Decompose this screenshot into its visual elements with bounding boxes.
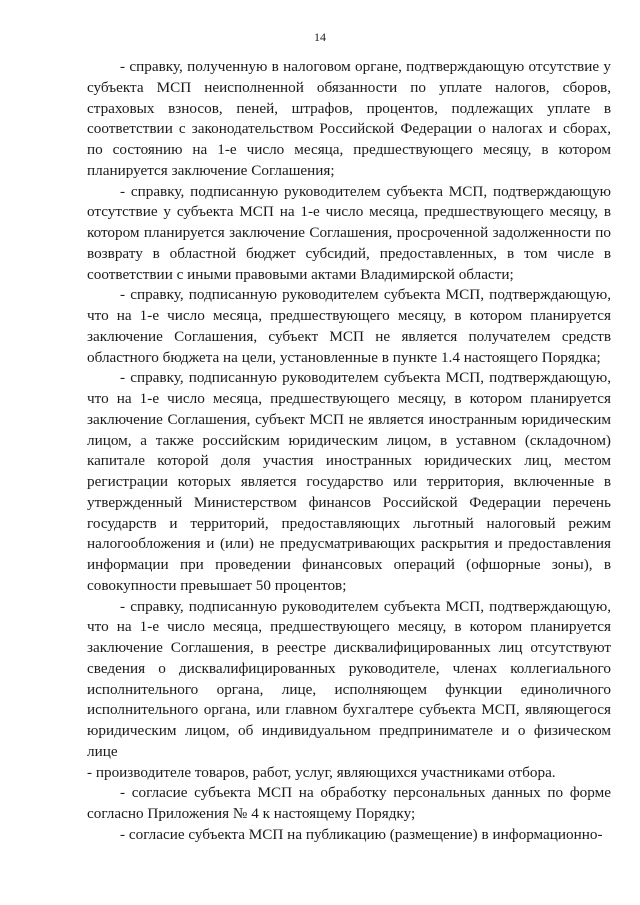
paragraph-not-foreign-entity-certificate: - справку, подписанную руководителем субъекта МСП, подтверждающую, что на 1-е число месяца, предшествующего месяцу, в котором планируется заключение Соглашения, субъект МСП не является иностранным юридическим лицом, а также российским юридическим лицом, в уставном (складочном) капитале которой доля участия иностранных юридических лиц, местом регистрации которых является государство или территория, включенные в утвержденный Министерством финансов Российской Федерации перечень государств и территорий, предоставляющих льготный налоговый режим налогообложения и (или) не предусматривающих раскрытия и предоставления информации при проведении финансовых операций (офшорные зоны), в совокупности превышает 50 процентов; <box>87 369 611 594</box>
paragraph-no-overdue-debt-certificate: - справку, подписанную руководителем субъекта МСП, подтверждающую отсутствие у субъекта МСП на 1-е число месяца, предшествующего месяцу, в котором планируется заключение Соглашения, просроченной задолженности по возврату в областной бюджет субсидий, предоставленных, в том числе в соответствии с иными правовыми актами Владимирской области; <box>87 182 611 283</box>
paragraph-disqualified-persons-certificate: - справку, подписанную руководителем субъекта МСП, подтверждающую, что на 1-е число месяца, предшествующего месяцу, в котором планируется заключение Соглашения, в реестре дисквалифицированных лиц отсутствуют сведения о дисквалифицированных руководителе, членах коллегиального исполнительного органа, лице, исполняющем функции единоличного исполнительного органа, или главном бухгалтере субъекта МСП, являющегося юридическим лицом, об индивидуальном предпринимателе и о физическом лице <box>87 597 611 760</box>
paragraph-personal-data-consent: - согласие субъекта МСП на обработку персональных данных по форме согласно Приложения № 4 к настоящему Порядку; <box>87 784 611 822</box>
page-number: 14 <box>314 30 326 44</box>
paragraph-not-budget-recipient-certificate: - справку, подписанную руководителем субъекта МСП, подтверждающую, что на 1-е число месяца, предшествующего месяцу, в котором планируется заключение Соглашения, субъект МСП не является получателем средств областного бюджета на цели, установленные в пункте 1.4 настоящего Порядка; <box>87 286 611 366</box>
paragraph-tax-certificate: - справку, полученную в налоговом органе, подтверждающую отсутствие у субъекта МСП неисполненной обязанности по уплате налогов, сборов, страховых взносов, пеней, штрафов, процентов, подлежащих уплате в соответствии с законодательством Российской Федерации о налогах и сборах, по состоянию на 1-е число месяца, предшествующего месяцу, в котором планируется заключение Соглашения; <box>87 58 611 179</box>
document-body <box>87 57 611 846</box>
paragraph-publication-consent: - согласие субъекта МСП на публикацию (размещение) в информационно- <box>120 825 603 843</box>
paragraph-producer-line: - производителе товаров, работ, услуг, являющихся участниками отбора. <box>87 763 556 781</box>
